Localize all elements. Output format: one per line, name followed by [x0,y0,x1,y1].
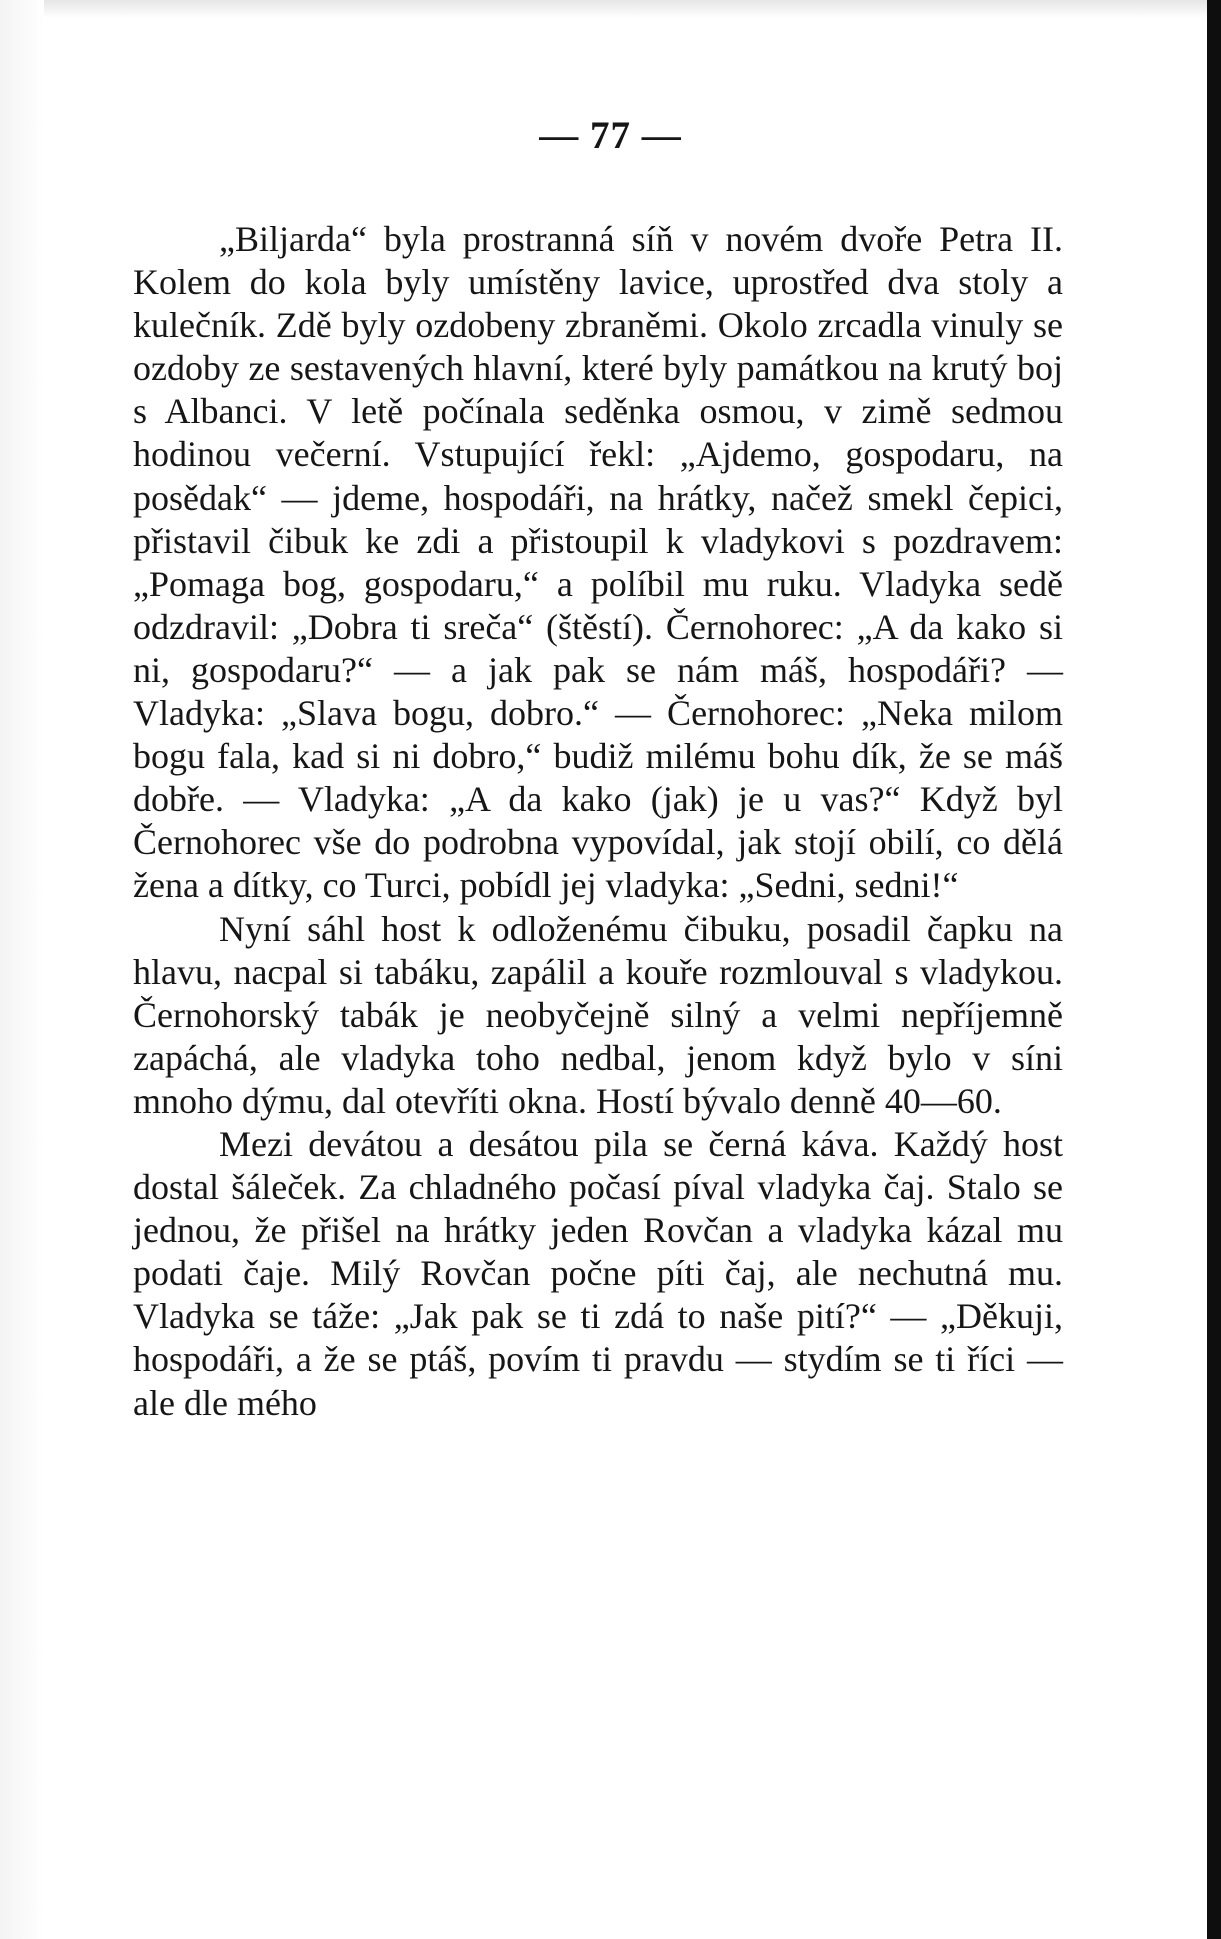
body-text [133,218,1063,1425]
scan-top-margin [44,0,1207,18]
paragraph: Mezi devátou a desátou pila se černá káva. Každý host dostal šáleček. Za chladného počasí píval vladyka čaj. Stalo se jednou, že přišel na hrátky jeden Rovčan a vladyka kázal mu podati čaje. Milý Rovčan počne píti čaj, ale nechutná mu. Vladyka se táže: „Jak pak se ti zdá to naše pití?“ — „Děkuji, hospodáři, a že se ptáš, povím ti pravdu — stydím se ti říci — ale dle mého [133,1123,1063,1423]
scan-right-border [1207,0,1221,1939]
paragraph: „Biljarda“ byla prostranná síň v novém dvoře Petra II. Kolem do kola byly umístěny lavice, uprostřed dva stoly a kulečník. Zdě byly ozdobeny zbraněmi. Okolo zrcadla vinuly se ozdoby ze sestavených hlavní, které byly památkou na krutý boj s Albanci. V letě počínala seděnka osmou, v zimě sedmou hodinou večerní. Vstupující řekl: „Ajdemo, gospodaru, na posědak“ — jdeme, hospodáři, na hrátky, načež smekl čepici, přistavil čibuk ke zdi a přistoupil k vladykovi s pozdravem: „Pomaga bog, gospodaru,“ a políbil mu ruku. Vladyka sedě odzdravil: „Dobra ti sreča“ (štěstí). Černohorec: „A da kako si ni, gospodaru?“ — a jak pak se nám máš, hospodáři? — Vladyka: „Slava bogu, dobro.“ — Černohorec: „Neka milom bogu fala, kad si ni dobro,“ budiž milému bohu dík, že se máš dobře. — Vladyka: „A da kako (jak) je u vas?“ Když byl Černohorec vše do podrobna vypovídal, jak stojí obilí, co dělá žena a dítky, co Turci, pobídl jej vladyka: „Sedni, sedni!“ [133,219,1063,906]
paragraph: Nyní sáhl host k odloženému čibuku, posadil čapku na hlavu, nacpal si tabáku, zapálil a kouře rozmlouval s vladykou. Černohorský tabák je neobyčejně silný a velmi nepříjemně zapáchá, ale vladyka toho nedbal, jenom když bylo v síni mnoho dýmu, dal otevříti okna. Hostí bývalo denně 40—60. [133,908,1063,1121]
scan-left-margin [0,0,44,1939]
page-number: — 77 — [539,114,682,157]
